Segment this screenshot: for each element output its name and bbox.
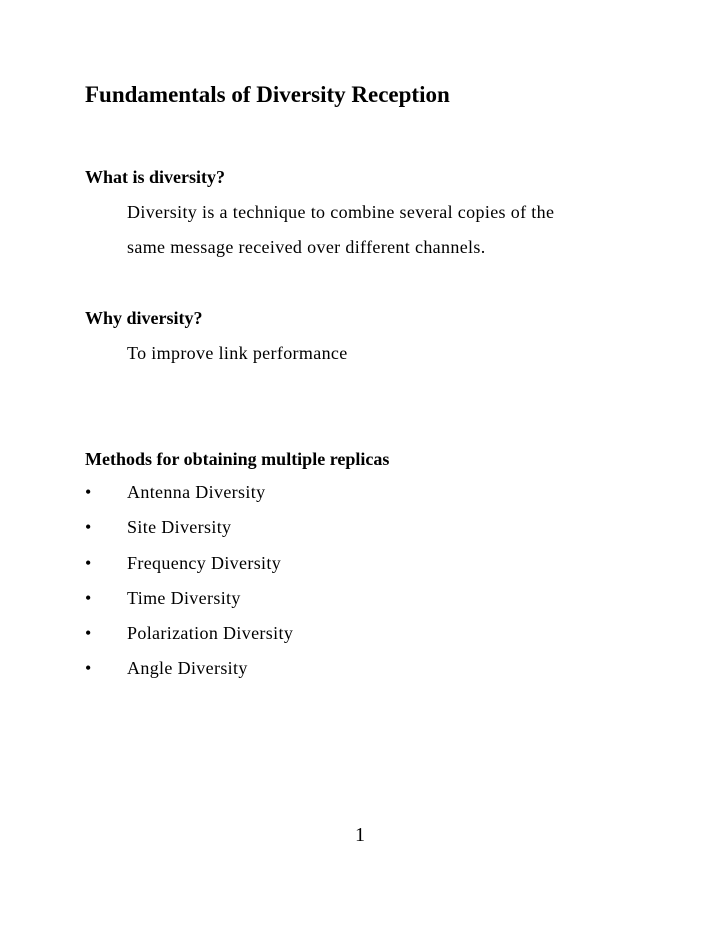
bullet-icon: • <box>85 658 92 679</box>
page-title: Fundamentals of Diversity Reception <box>85 82 450 107</box>
page-number: 1 <box>355 824 365 846</box>
bullet-icon: • <box>85 482 92 502</box>
bullet-icon: • <box>85 623 92 644</box>
section-heading-why-diversity: Why diversity? <box>85 308 203 328</box>
definition-line: Diversity is a technique to combine several copies of the <box>127 202 555 222</box>
section-heading-what-is-diversity: What is diversity? <box>85 167 226 187</box>
bullet-icon: • <box>85 587 92 608</box>
list-item-label: Time Diversity <box>127 587 241 608</box>
reason-line: To improve link performance <box>127 343 348 363</box>
list-item-label: Angle Diversity <box>127 658 248 679</box>
list-item-label: Antenna Diversity <box>127 482 266 502</box>
list-item-label: Site Diversity <box>127 517 232 538</box>
list-item-label: Frequency Diversity <box>127 552 282 573</box>
list-item-label: Polarization Diversity <box>127 623 294 644</box>
bullet-icon: • <box>85 517 92 538</box>
definition-line: same message received over different channels. <box>127 237 486 257</box>
section-heading-methods: Methods for obtaining multiple replicas <box>85 449 390 469</box>
bullet-icon: • <box>85 552 92 573</box>
